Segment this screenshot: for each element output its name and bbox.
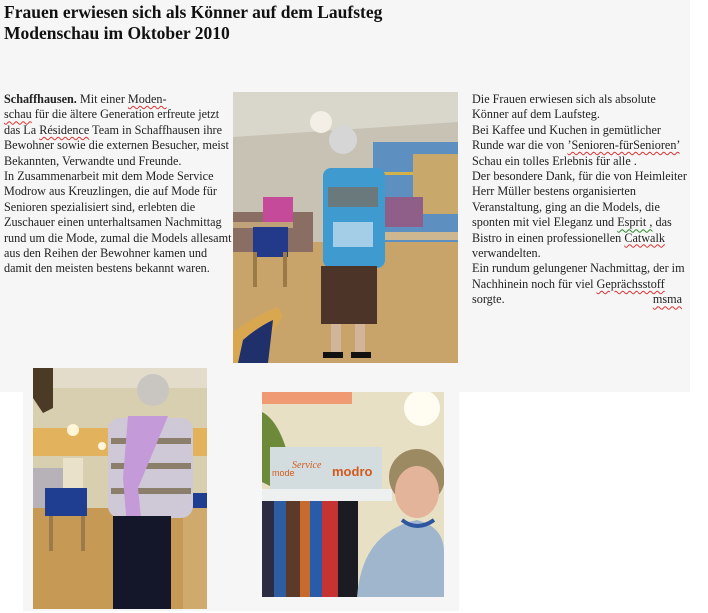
- text-segment: Schau ein tolles Erlebnis für alle .: [472, 153, 637, 168]
- dateline: Schaffhausen.: [4, 92, 77, 106]
- left-text-column: [4, 92, 232, 277]
- text-segment: sorgte.: [472, 292, 505, 307]
- text-segment: Bei Kaffee und Kuchen in gemütlicher Runde war die von: [472, 122, 661, 153]
- text-segment: ’Senioren-fürSenioren’: [567, 138, 680, 153]
- headline: [4, 2, 382, 44]
- text-segment: sstoff: [637, 276, 665, 291]
- text-segment: Team in Schaffhausen ihre Bewohner sowie die externen Besucher, meist Bekannten, Verwandte und Freunde.: [4, 122, 229, 168]
- text-segment: Gepräch: [596, 276, 638, 291]
- text-segment: Catwalk: [624, 230, 665, 245]
- text-segment: Moden-: [127, 92, 167, 106]
- photo-model-with-sign: [262, 392, 444, 597]
- text-segment: das Bistro in einen professionellen: [472, 215, 672, 245]
- text-segment: für die ältere Generation erfreute jetzt das La: [4, 107, 220, 137]
- text-segment: Ein rundum gelungener Nachmittag, der im Nachhinein noch für viel: [472, 261, 685, 291]
- author-signature: msma: [652, 292, 682, 307]
- right-paragraph-2: [472, 123, 694, 169]
- right-paragraph-3: [472, 169, 694, 261]
- sign-service-text: Service: [292, 460, 322, 471]
- text-segment: Der besondere Dank, für die von Heimleiter Herr Müller bestens organisierten Veranstaltung, ging an die Models, die sponten mit viel Eleganz und: [472, 169, 687, 230]
- right-paragraph-1: Die Frauen erwiesen sich als absolute Könner auf dem Laufsteg.: [472, 92, 656, 122]
- sign-modrow-text: modro: [332, 464, 373, 479]
- photo-model-lilac-scarf: [33, 368, 207, 609]
- right-paragraph-4: [472, 261, 694, 307]
- text-segment: Résidence: [39, 122, 90, 137]
- headline-line-2: Modenschau im Oktober 2010: [4, 23, 230, 43]
- text-segment: Esprit ,: [617, 215, 653, 230]
- photo-model-blue-blouse: [233, 92, 458, 363]
- text-segment: schau: [4, 107, 32, 122]
- text-segment: Mit einer: [76, 92, 128, 106]
- sign-mode-text: mode: [272, 468, 295, 478]
- left-paragraph-2: In Zusammenarbeit mit dem Mode Service Modrow aus Kreuzlingen, die auf Mode für Senioren spezialisiert sind, erlebten die Zuschauer einen unterhaltsamen Nachmittag rund um die Mode, zumal die Models allesamt aus den Reihen der Bewohner kamen und damit den meisten bestens bekannt waren.: [4, 169, 232, 276]
- left-paragraph-1: [4, 92, 232, 169]
- right-text-column: [472, 92, 694, 308]
- text-segment: verwandelten.: [472, 246, 541, 261]
- headline-line-1: Frauen erwiesen sich als Könner auf dem Laufsteg: [4, 2, 383, 22]
